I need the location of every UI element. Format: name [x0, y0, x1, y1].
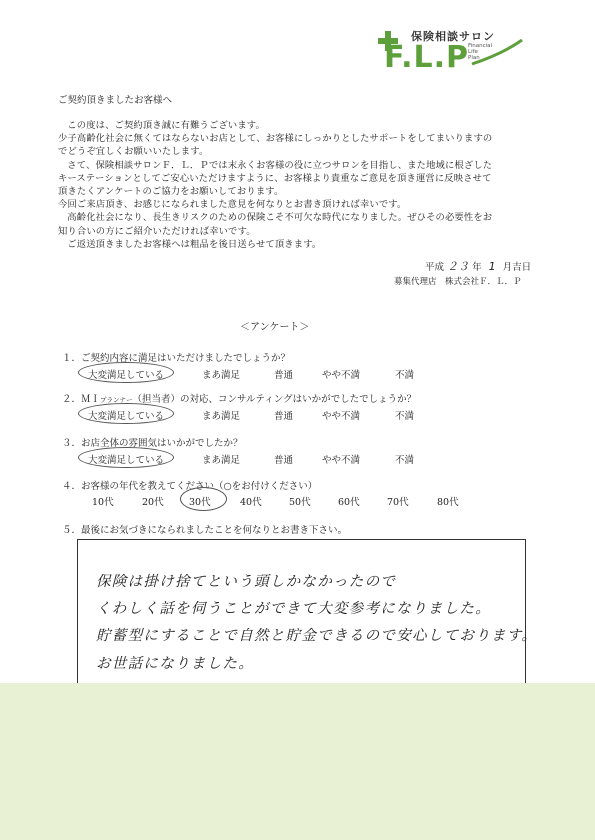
letter-line: 知り合いの方にご紹介いただければ幸いです。: [58, 225, 256, 237]
logo-name: F.L.P: [384, 40, 469, 75]
letter-line: 高齢化社会になり、長生きリスクのための保険こそ不可欠な時代になりました。ぜひその必要性をお: [67, 212, 493, 224]
age-option-40[interactable]: 40代: [240, 497, 262, 508]
q3-option-1[interactable]: 大変満足している: [88, 455, 165, 466]
survey-title: ＜アンケート＞: [240, 322, 310, 333]
age-option-60[interactable]: 60代: [338, 497, 360, 508]
q3-option-2[interactable]: まあ満足: [202, 455, 241, 466]
q3-option-3[interactable]: 普通: [274, 455, 294, 466]
q2-option-1[interactable]: 大変満足している: [88, 411, 165, 422]
q1-option-2[interactable]: まあ満足: [202, 370, 241, 381]
comment-line: くわしく話を伺うことができて大変参考になりました。: [96, 601, 491, 617]
q1-option-5[interactable]: 不満: [395, 370, 415, 381]
salutation: ご契約頂きましたお客様へ: [58, 95, 173, 106]
comment-line: 貯蓄型にすることで自然と貯金できるので安心しております。: [96, 628, 538, 644]
letter-line: 今回ご来店頂き、お感じになられました意見を何なりとお書き頂ければ幸いです。: [58, 199, 407, 211]
q2-option-2[interactable]: まあ満足: [202, 411, 241, 422]
company-name: 募集代理店 株式会社Ｆ．Ｌ．Ｐ: [394, 277, 522, 287]
letter-line: さて、保険相談サロンＦ．Ｌ．Ｐでは末永くお客様の役に立つサロンを目指し、また地域に根ざした: [67, 159, 493, 171]
letter-line: ご返送頂きましたお客様へは粗品を後日送らせて頂きます。: [67, 238, 322, 250]
letter-line: この度は、ご契約頂き誠に有難うございます。: [67, 120, 265, 131]
q2-option-3[interactable]: 普通: [274, 411, 294, 422]
comment-line: 保険は掛け捨てという頭しかなかったので: [96, 574, 397, 590]
age-option-30[interactable]: 30代: [189, 497, 211, 508]
swoosh-icon: [470, 38, 525, 68]
q3-option-4[interactable]: やや不満: [322, 455, 361, 466]
question-5: ５．最後にお気づきになられましたことを何なりとお書き下さい。: [62, 525, 348, 536]
q1-option-1[interactable]: 大変満足している: [88, 370, 165, 381]
letter-line: キーステーションとしてご安心いただけますように、お客様より貴重なご意見を頂き運営に反映させて: [58, 172, 492, 184]
age-option-70[interactable]: 70代: [387, 497, 409, 508]
q1-selection-circle: [78, 362, 174, 383]
letter-line: でどうぞ宜しくお願いいたします。: [58, 146, 209, 158]
q2-selection-circle: [78, 403, 174, 424]
handwritten-year: ２３: [447, 260, 470, 273]
handwritten-month: 1: [488, 260, 496, 273]
footer-band: [0, 683, 595, 840]
age-option-50[interactable]: 50代: [289, 497, 311, 508]
logo-subtitle: Financial Life Plan: [468, 43, 493, 61]
letter-line: 少子高齢化社会に無くてはならないお店として、お客様にしっかりとしたサポートをしてまいりますの: [58, 133, 493, 145]
q3-selection-circle: [78, 447, 174, 468]
q1-option-4[interactable]: やや不満: [322, 370, 361, 381]
letter-date: 平成 ２３ 年 1 月吉日: [425, 260, 532, 273]
q1-option-3[interactable]: 普通: [274, 370, 294, 381]
question-2: ２．ＭＩプランナー（担当者）の対応、コンサルティングはいかがでしたでしょうか？: [62, 394, 417, 405]
age-option-20[interactable]: 20代: [142, 497, 164, 508]
logo-tagline: 保険相談サロン: [411, 30, 495, 43]
letter-body: [58, 119, 528, 251]
question-4: ４．お客様の年代を教えてください（○をお付けください）: [62, 481, 318, 492]
letter-line: 頂きたくアンケートのご協力をお願いしております。: [58, 186, 284, 198]
age-option-80[interactable]: 80代: [437, 497, 459, 508]
question-1: １．ご契約内容に満足はいただけましたでしょうか？: [62, 353, 291, 364]
q4-selection-circle: [180, 487, 227, 511]
q2-option-4[interactable]: やや不満: [322, 411, 361, 422]
q2-option-5[interactable]: 不満: [395, 411, 415, 422]
q3-option-5[interactable]: 不満: [395, 455, 415, 466]
age-option-10[interactable]: 10代: [92, 497, 114, 508]
question-3: ３．お店全体の雰囲気はいかがでしたか？: [62, 438, 243, 449]
comment-line: お世話になりました。: [96, 656, 254, 672]
